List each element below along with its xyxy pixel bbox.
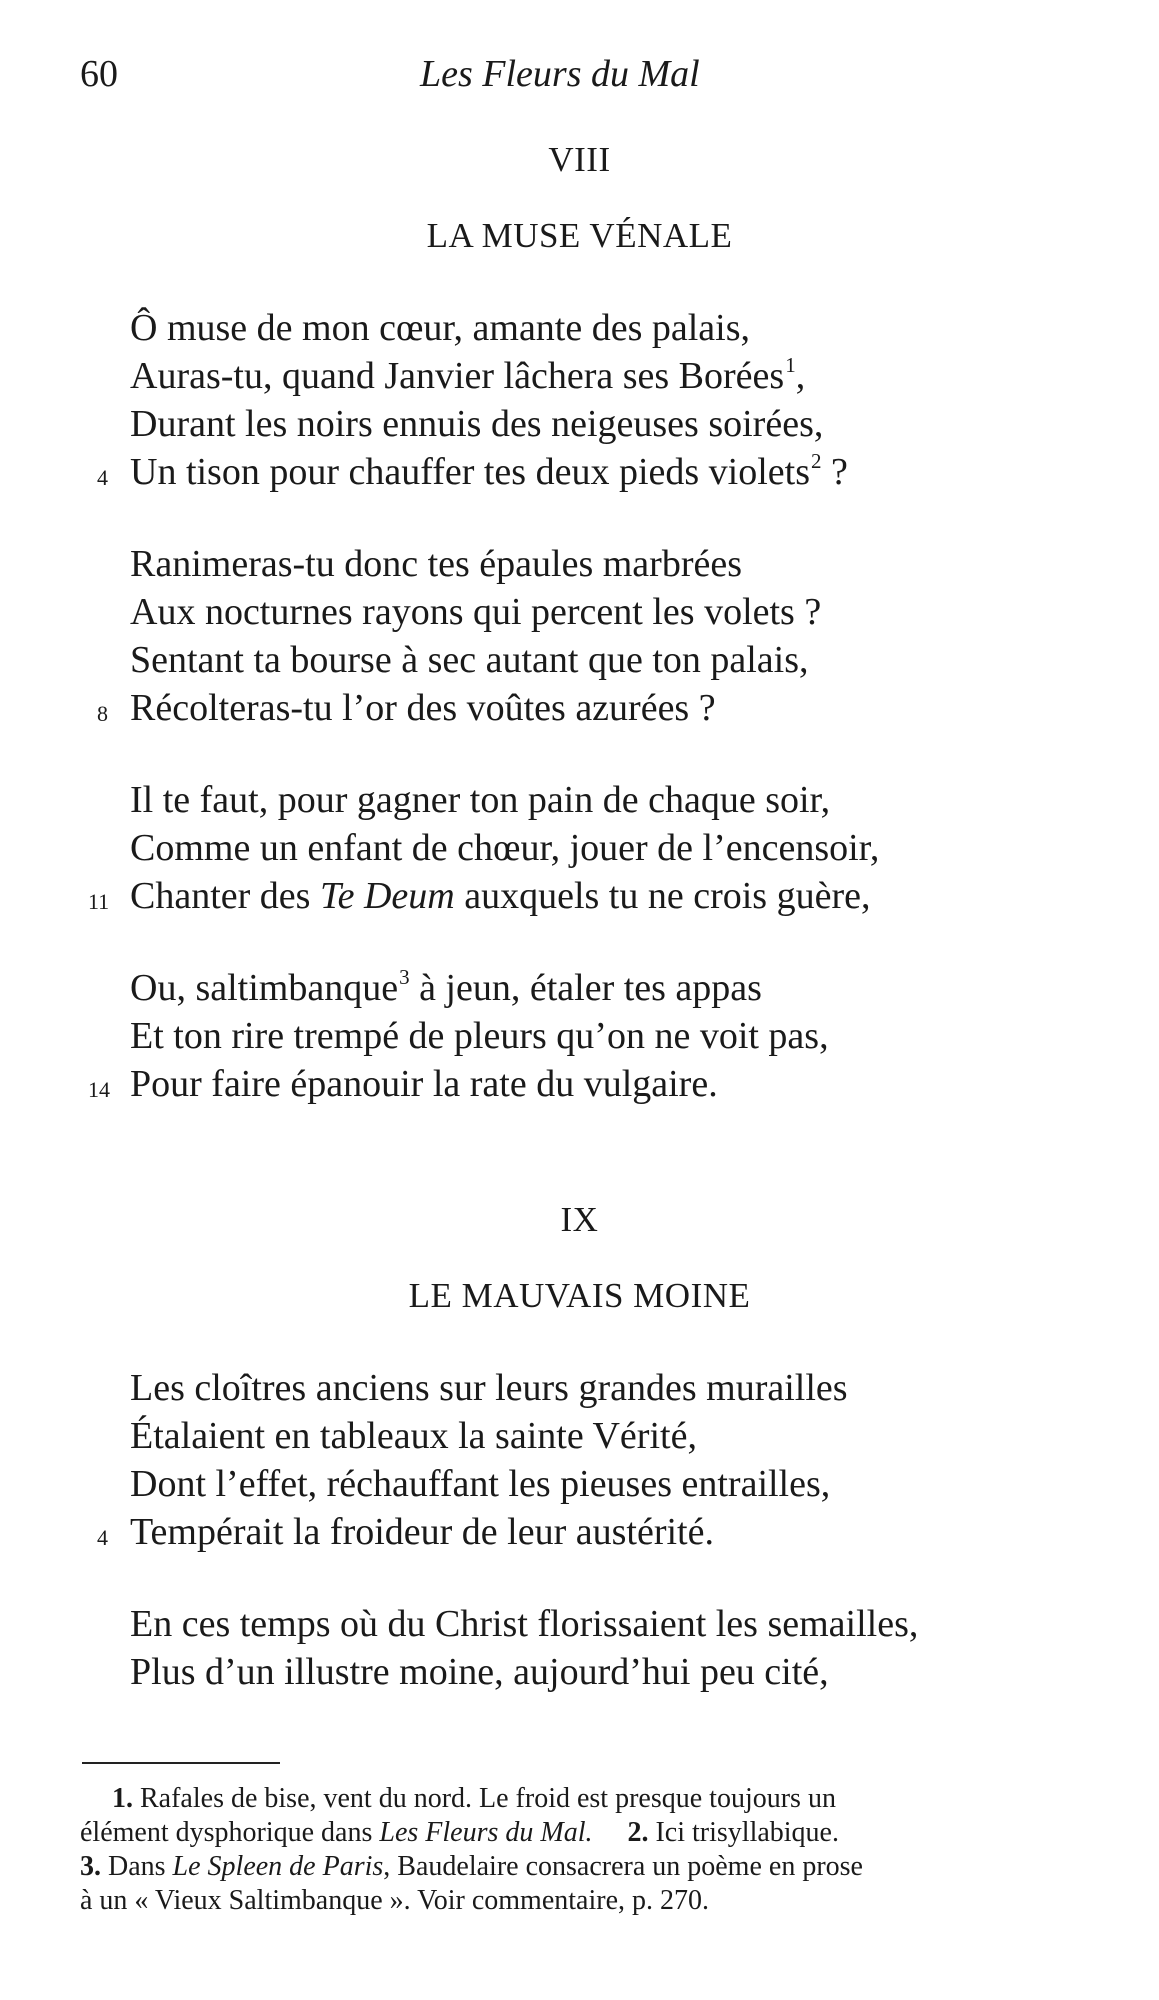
verse-line: Aux nocturnes rayons qui percent les volets ? [130, 591, 822, 633]
verse-line: Il te faut, pour gagner ton pain de chaque soir, [130, 779, 831, 821]
verse-line: 4 Tempérait la froideur de leur austérité. [0, 1508, 1159, 1556]
footnote-line: 1. Rafales de bise, vent du nord. Le froid est presque toujours un [112, 1783, 836, 1814]
verse-line: Plus d’un illustre moine, aujourd’hui peu cité, [130, 1651, 829, 1693]
line-number: 11 [88, 889, 110, 914]
verse-line: 14 Pour faire épanouir la rate du vulgaire. [0, 1060, 1159, 1108]
verse-line: Étalaient en tableaux la sainte Vérité, [130, 1415, 697, 1457]
verse-line: 8 Récolteras-tu l’or des voûtes azurées ? [0, 684, 1159, 732]
footnote-ref[interactable]: 2 [811, 449, 822, 473]
stanza [0, 1364, 1159, 1556]
verse-line: Ou, saltimbanque$^3$ à jeun, étaler tes appas [130, 965, 762, 1009]
page-number: 60 [80, 53, 118, 95]
footnote-number: 3. [80, 1851, 101, 1882]
stanza [0, 776, 1159, 920]
footnote-line: à un « Vieux Saltimbanque ». Voir commentaire, p. 270. [80, 1885, 710, 1916]
poem-title: LE MAUVAIS MOINE [408, 1276, 751, 1315]
verse-line: Durant les noirs ennuis des neigeuses soirées, [130, 403, 824, 445]
verse-line: Et ton rire trempé de pleurs qu’on ne voit pas, [130, 1015, 829, 1057]
verse-line: Ranimeras-tu donc tes épaules marbrées [130, 543, 742, 585]
stanza [0, 304, 1159, 496]
verse-line: Dont l’effet, réchauffant les pieuses entrailles, [130, 1463, 831, 1505]
line-number: 14 [88, 1077, 110, 1102]
verse-line: 4 Un tison pour chauffer tes deux pieds violets$^2$ ? [0, 448, 1159, 496]
running-head [0, 52, 1159, 102]
footnote-line: 3. Dans Le Spleen de Paris, Baudelaire consacrera un poème en prose [80, 1851, 863, 1882]
poem-number: VIII [548, 140, 611, 179]
poem-title: LA MUSE VÉNALE [426, 216, 733, 255]
verse-line: 11 Chanter des Te Deum auxquels tu ne crois guère, [0, 872, 1159, 920]
verse-line: Les cloîtres anciens sur leurs grandes murailles [130, 1367, 848, 1409]
footnote-separator [82, 1762, 280, 1764]
line-number: 4 [97, 465, 108, 490]
book-title: Les Fleurs du Mal [420, 53, 700, 95]
verse-line: Ô muse de mon cœur, amante des palais, [130, 307, 751, 349]
verse-line: Auras-tu, quand Janvier lâchera ses Borées$^1$, [130, 353, 806, 397]
stanza [0, 1600, 1159, 1696]
verse-line: En ces temps où du Christ florissaient les semailles, [130, 1603, 919, 1645]
footnote-number: 1. [112, 1783, 133, 1814]
stanza [0, 540, 1159, 732]
footnotes [80, 1782, 1080, 1918]
verse-line: Sentant ta bourse à sec autant que ton palais, [130, 639, 809, 681]
stanza [0, 964, 1159, 1108]
poem-number: IX [560, 1200, 599, 1239]
line-number: 4 [97, 1525, 108, 1550]
line-number: 8 [97, 701, 108, 726]
verse-line: Comme un enfant de chœur, jouer de l’encensoir, [130, 827, 880, 869]
footnote-ref[interactable]: 3 [399, 965, 410, 989]
footnote-line: élément dysphorique dans Les Fleurs du Mal. 2. Ici trisyllabique. [80, 1817, 839, 1848]
footnote-number: 2. [627, 1817, 649, 1848]
footnote-ref[interactable]: 1 [785, 353, 796, 377]
